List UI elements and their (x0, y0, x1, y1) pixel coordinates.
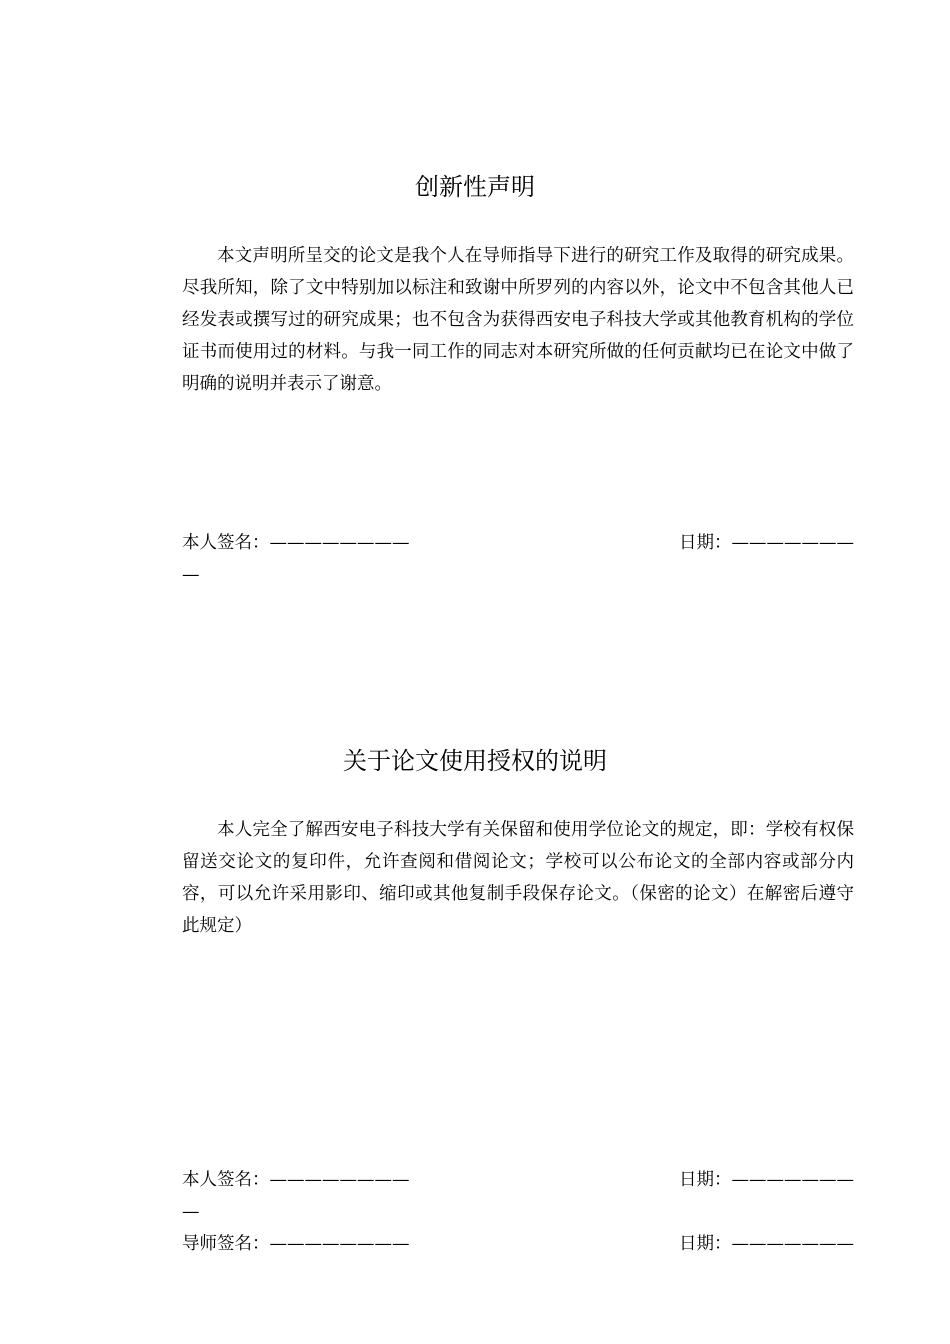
authorization-title: 关于论文使用授权的说明 (343, 747, 607, 775)
declaration-date-label: 日期：——————— (679, 533, 854, 553)
advisor-date-label: 日期：——————— (679, 1234, 854, 1254)
authorization-body: 本人完全了解西安电子科技大学有关保留和使用学位论文的规定，即：学校有权保留送交论文的复印件，允许查阅和借阅论文；学校可以公布论文的全部内容或部分内容，可以允许采用影印、缩印或其他复制手段保存论文。（保密的论文）在解密后遵守此规定） (182, 820, 854, 936)
declaration-signature-label: 本人签名：———————— (182, 533, 410, 553)
advisor-signature-label: 导师签名：———————— (182, 1234, 410, 1254)
author-date-label: 日期：——————— (679, 1170, 854, 1190)
declaration-signature-row (182, 527, 854, 591)
declaration-title: 创新性声明 (415, 173, 535, 201)
authorization-advisor-signature-row (182, 1228, 854, 1260)
declaration-signature-wrap: — (182, 565, 200, 585)
author-signature-label: 本人签名：———————— (182, 1170, 410, 1190)
authorization-author-signature-row (182, 1164, 854, 1228)
author-signature-wrap: — (182, 1202, 200, 1222)
declaration-body: 本文声明所呈交的论文是我个人在导师指导下进行的研究工作及取得的研究成果。尽我所知，除了文中特别加以标注和致谢中所罗列的内容以外，论文中不包含其他人已经发表或撰写过的研究成果；也不包含为获得西安电子科技大学或其他教育机构的学位证书而使用过的材料。与我一同工作的同志对本研究所做的任何贡献均已在论文中做了明确的说明并表示了谢意。 (182, 246, 854, 394)
